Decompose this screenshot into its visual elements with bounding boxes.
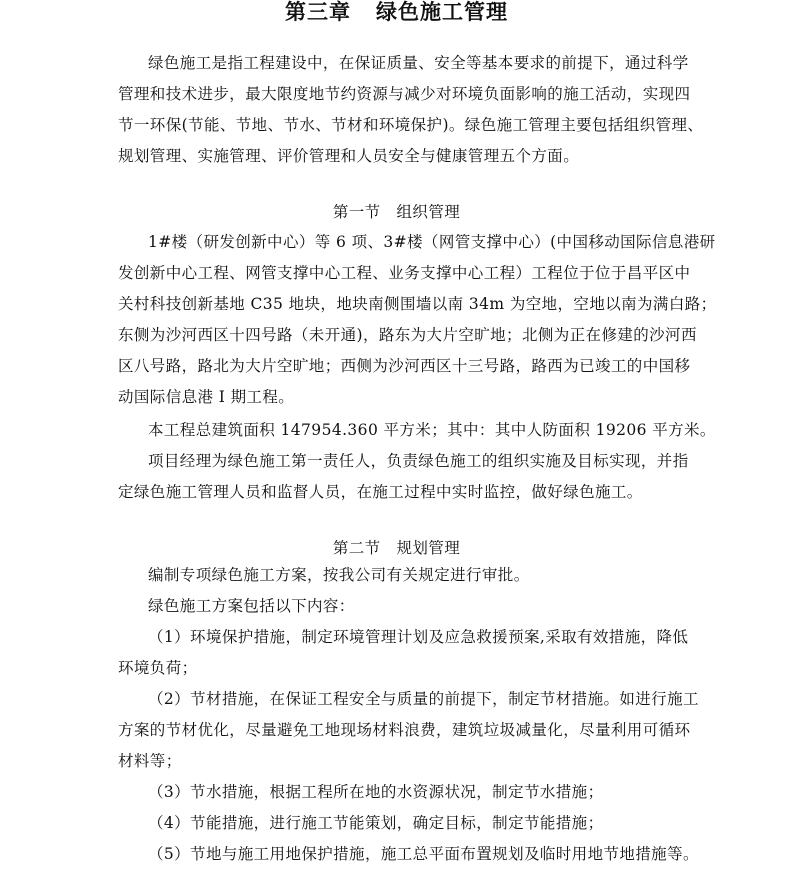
list-item-line: 环境负荷； <box>118 659 198 677</box>
list-item-line: （5）节地与施工用地保护措施，施工总平面布置规划及临时用地节地措施等。 <box>148 845 699 863</box>
intro-line: 绿色施工是指工程建设中，在保证质量、安全等基本要求的前提下，通过科学 <box>148 54 689 72</box>
intro-line: 规划管理、实施管理、评价管理和人员安全与健康管理五个方面。 <box>118 147 580 165</box>
intro-line: 节一环保(节能、节地、节水、节材和环境保护)。绿色施工管理主要包括组织管理、 <box>118 116 704 134</box>
list-item-line: （4）节能措施，进行施工节能策划，确定目标，制定节能措施； <box>148 814 604 832</box>
paragraph-line: 区八号路，路北为大片空旷地；西侧为沙河西区十三号路，路西为已竣工的中国移 <box>118 357 691 375</box>
list-item-line: （1）环境保护措施，制定环境管理计划及应急救援预案,采取有效措施，降低 <box>148 628 689 646</box>
chapter-title: 第三章 绿色施工管理 <box>285 0 508 24</box>
paragraph-line: 关村科技创新基地 C35 地块，地块南侧围墙以南 34m 为空地，空地以南为满白路； <box>118 295 717 313</box>
list-item-line: （3）节水措施，根据工程所在地的水资源状况，制定节水措施； <box>148 783 604 801</box>
section-title-planning: 第二节 规划管理 <box>332 539 461 557</box>
paragraph-line: 本工程总建筑面积 147954.360 平方米；其中：其中人防面积 19206 平方米。 <box>148 421 716 439</box>
paragraph-line: 动国际信息港 I 期工程。 <box>118 388 295 406</box>
paragraph-line: 1#楼（研发创新中心）等 6 项、3#楼（网管支撑中心）(中国移动国际信息港研 <box>148 233 716 251</box>
list-item-line: 方案的节材优化，尽量避免工地现场材料浪费，建筑垃圾减量化，尽量利用可循环 <box>118 721 691 739</box>
section-title-organization: 第一节 组织管理 <box>332 203 461 221</box>
paragraph-line: 编制专项绿色施工方案，按我公司有关规定进行审批。 <box>148 566 530 584</box>
intro-line: 管理和技术进步，最大限度地节约资源与减少对环境负面影响的施工活动，实现四 <box>118 85 691 103</box>
paragraph-line: 绿色施工方案包括以下内容： <box>148 597 355 615</box>
paragraph-line: 发创新中心工程、网管支撑中心工程、业务支撑中心工程）工程位于位于昌平区中 <box>118 264 691 282</box>
paragraph-line: 项目经理为绿色施工第一责任人，负责绿色施工的组织实施及目标实现，并指 <box>148 452 689 470</box>
list-item-line: （2）节材措施，在保证工程安全与质量的前提下，制定节材措施。如进行施工 <box>148 690 699 708</box>
list-item-line: 材料等； <box>118 752 182 770</box>
paragraph-line: 定绿色施工管理人员和监督人员，在施工过程中实时监控，做好绿色施工。 <box>118 483 643 501</box>
paragraph-line: 东侧为沙河西区十四号路（未开通)，路东为大片空旷地；北侧为正在修建的沙河西 <box>118 326 697 344</box>
